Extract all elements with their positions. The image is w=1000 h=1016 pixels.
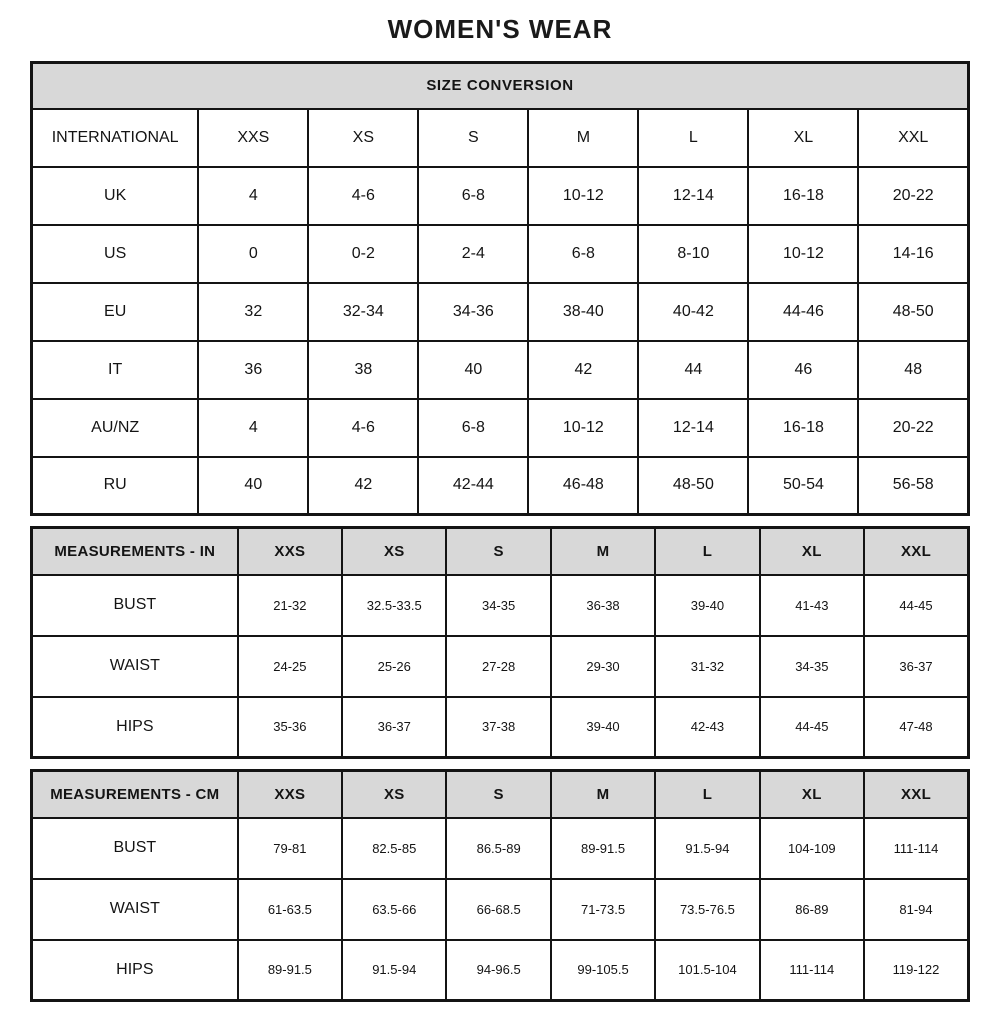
measurements-cm-title: MEASUREMENTS - CM (32, 771, 238, 818)
table-row (32, 399, 969, 457)
column-header: S (446, 771, 550, 818)
measurement-cell: 34-35 (446, 575, 550, 636)
size-cell: 20-22 (858, 399, 968, 457)
table-row (32, 167, 969, 225)
size-cell: 56-58 (858, 457, 968, 515)
measurement-cell: 86.5-89 (446, 818, 550, 879)
size-cell: L (638, 109, 748, 167)
measurement-cell: 41-43 (760, 575, 864, 636)
page-title: WOMEN'S WEAR (387, 14, 613, 44)
size-cell: 4-6 (308, 399, 418, 457)
size-cell: 6-8 (418, 399, 528, 457)
measurement-cell: 86-89 (760, 879, 864, 940)
measurement-cell: 44-45 (864, 575, 968, 636)
measurement-cell: 44-45 (760, 697, 864, 758)
size-cell: 32 (198, 283, 308, 341)
size-cell: 36 (198, 341, 308, 399)
table-row (32, 341, 969, 399)
table-header-row (32, 771, 969, 818)
column-header: XL (760, 771, 864, 818)
measurement-cell: 99-105.5 (551, 940, 655, 1001)
measurement-cell: 47-48 (864, 697, 968, 758)
size-cell: 4 (198, 399, 308, 457)
size-cell: 20-22 (858, 167, 968, 225)
column-header: XXS (238, 528, 342, 575)
measurement-cell: 21-32 (238, 575, 342, 636)
size-cell: 50-54 (748, 457, 858, 515)
size-cell: 6-8 (418, 167, 528, 225)
measurement-cell: 111-114 (864, 818, 968, 879)
column-header: XXL (864, 528, 968, 575)
column-header: M (551, 528, 655, 575)
size-cell: 46-48 (528, 457, 638, 515)
column-header: M (551, 771, 655, 818)
size-cell: 34-36 (418, 283, 528, 341)
table-row (32, 225, 969, 283)
measurement-cell: 39-40 (551, 697, 655, 758)
measurements-cm-table (30, 769, 970, 1002)
size-cell: 48-50 (638, 457, 748, 515)
measurement-cell: 24-25 (238, 636, 342, 697)
size-cell: 0-2 (308, 225, 418, 283)
size-cell: 12-14 (638, 399, 748, 457)
measurement-cell: 111-114 (760, 940, 864, 1001)
measurement-cell: 101.5-104 (655, 940, 759, 1001)
measurement-cell: 89-91.5 (238, 940, 342, 1001)
measurement-cell: 119-122 (864, 940, 968, 1001)
table-row (32, 940, 969, 1001)
measurement-cell: 34-35 (760, 636, 864, 697)
table-row (32, 575, 969, 636)
table-header-row (32, 528, 969, 575)
row-label: UK (32, 167, 199, 225)
measurement-cell: 81-94 (864, 879, 968, 940)
size-cell: 38 (308, 341, 418, 399)
measurement-cell: 36-37 (342, 697, 446, 758)
size-cell: 10-12 (748, 225, 858, 283)
row-label: US (32, 225, 199, 283)
measurement-cell: 71-73.5 (551, 879, 655, 940)
size-conversion-title: SIZE CONVERSION (32, 63, 969, 109)
row-label: BUST (32, 575, 238, 636)
measurement-cell: 37-38 (446, 697, 550, 758)
measurement-cell: 91.5-94 (342, 940, 446, 1001)
measurement-cell: 35-36 (238, 697, 342, 758)
column-header: XS (342, 771, 446, 818)
measurement-cell: 27-28 (446, 636, 550, 697)
size-cell: 42-44 (418, 457, 528, 515)
row-label: IT (32, 341, 199, 399)
size-cell: XS (308, 109, 418, 167)
measurement-cell: 25-26 (342, 636, 446, 697)
column-header: L (655, 771, 759, 818)
size-cell: XL (748, 109, 858, 167)
size-cell: 46 (748, 341, 858, 399)
size-cell: 40 (198, 457, 308, 515)
measurement-cell: 91.5-94 (655, 818, 759, 879)
row-label: HIPS (32, 940, 238, 1001)
table-row (32, 818, 969, 879)
row-label: WAIST (32, 636, 238, 697)
size-cell: XXL (858, 109, 968, 167)
measurements-in-table (30, 526, 970, 759)
column-header: XS (342, 528, 446, 575)
size-cell: 40-42 (638, 283, 748, 341)
column-header: XXS (238, 771, 342, 818)
size-cell: 2-4 (418, 225, 528, 283)
size-cell: 38-40 (528, 283, 638, 341)
size-cell: 16-18 (748, 167, 858, 225)
column-header: L (655, 528, 759, 575)
measurement-cell: 29-30 (551, 636, 655, 697)
column-header: XL (760, 528, 864, 575)
size-cell: 32-34 (308, 283, 418, 341)
measurement-cell: 42-43 (655, 697, 759, 758)
size-cell: 42 (528, 341, 638, 399)
size-cell: 44-46 (748, 283, 858, 341)
table-row (32, 109, 969, 167)
row-label: BUST (32, 818, 238, 879)
table-row (32, 697, 969, 758)
size-cell: 4-6 (308, 167, 418, 225)
row-label: HIPS (32, 697, 238, 758)
measurement-cell: 32.5-33.5 (342, 575, 446, 636)
measurement-cell: 79-81 (238, 818, 342, 879)
row-label: EU (32, 283, 199, 341)
measurement-cell: 89-91.5 (551, 818, 655, 879)
size-cell: 40 (418, 341, 528, 399)
measurement-cell: 63.5-66 (342, 879, 446, 940)
size-cell: 42 (308, 457, 418, 515)
table-header-row (32, 63, 969, 109)
size-cell: S (418, 109, 528, 167)
size-cell: 8-10 (638, 225, 748, 283)
measurement-cell: 66-68.5 (446, 879, 550, 940)
size-cell: 48 (858, 341, 968, 399)
measurement-cell: 36-38 (551, 575, 655, 636)
measurement-cell: 104-109 (760, 818, 864, 879)
size-cell: 44 (638, 341, 748, 399)
measurement-cell: 82.5-85 (342, 818, 446, 879)
size-cell: 10-12 (528, 399, 638, 457)
measurement-cell: 39-40 (655, 575, 759, 636)
size-cell: XXS (198, 109, 308, 167)
size-conversion-table (30, 61, 970, 516)
table-row (32, 457, 969, 515)
row-label: RU (32, 457, 199, 515)
table-row (32, 636, 969, 697)
table-row (32, 283, 969, 341)
size-cell: 16-18 (748, 399, 858, 457)
column-header: XXL (864, 771, 968, 818)
size-cell: 0 (198, 225, 308, 283)
row-label: AU/NZ (32, 399, 199, 457)
size-cell: 6-8 (528, 225, 638, 283)
row-label: INTERNATIONAL (32, 109, 199, 167)
measurement-cell: 94-96.5 (446, 940, 550, 1001)
measurement-cell: 31-32 (655, 636, 759, 697)
size-cell: 12-14 (638, 167, 748, 225)
size-cell: M (528, 109, 638, 167)
measurement-cell: 61-63.5 (238, 879, 342, 940)
size-cell: 4 (198, 167, 308, 225)
row-label: WAIST (32, 879, 238, 940)
measurement-cell: 73.5-76.5 (655, 879, 759, 940)
table-row (32, 879, 969, 940)
size-cell: 10-12 (528, 167, 638, 225)
measurement-cell: 36-37 (864, 636, 968, 697)
size-cell: 14-16 (858, 225, 968, 283)
column-header: S (446, 528, 550, 575)
size-cell: 48-50 (858, 283, 968, 341)
measurements-in-title: MEASUREMENTS - IN (32, 528, 238, 575)
